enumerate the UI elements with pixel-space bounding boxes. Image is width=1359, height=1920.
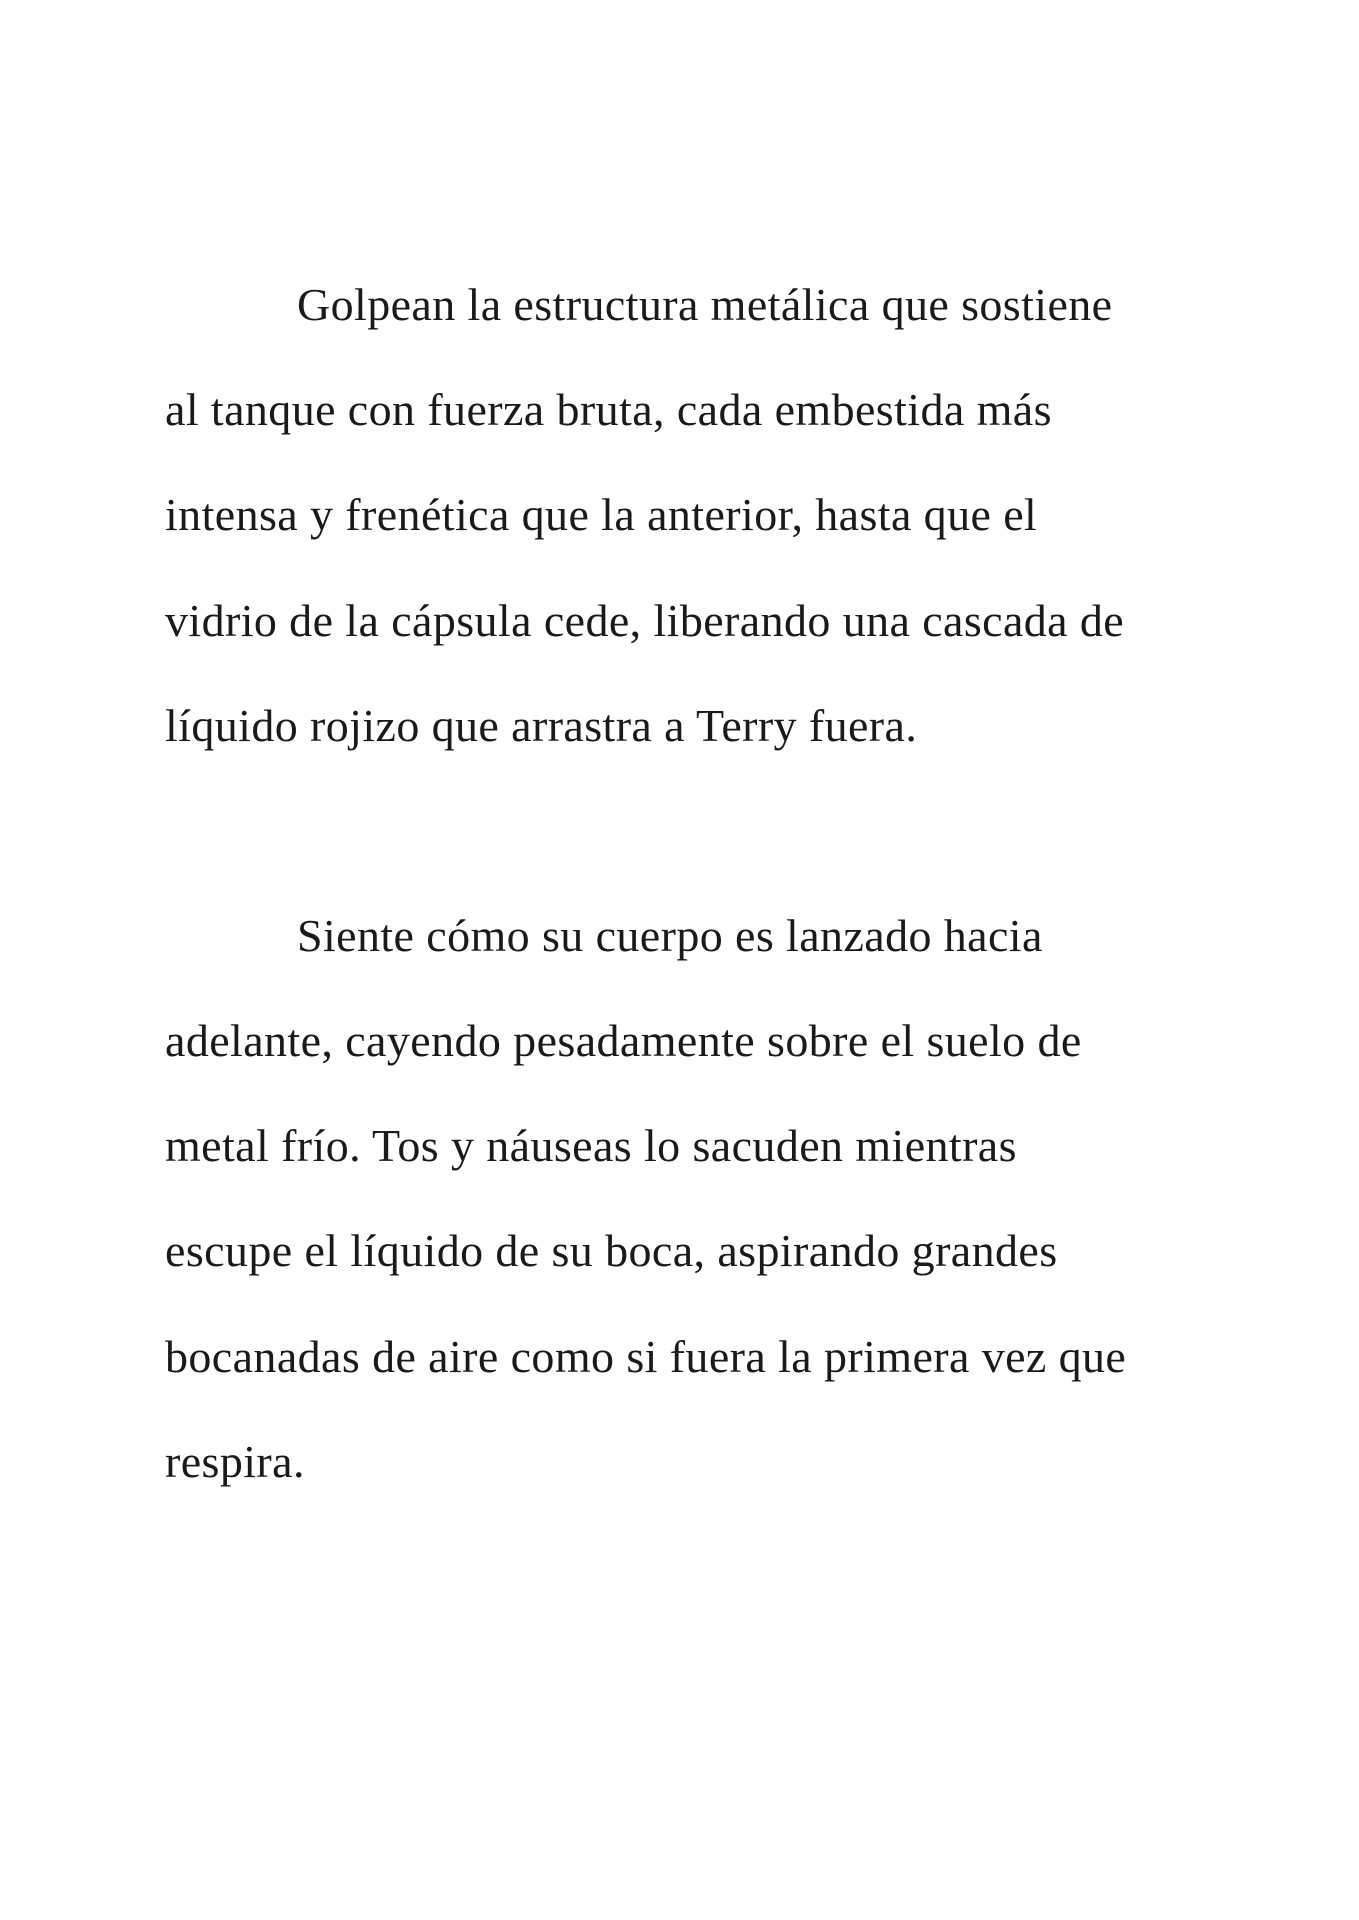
paragraph-2-line-2: adelante, cayendo pesadamente sobre el suelo de — [165, 1015, 1082, 1066]
paragraph-2-line-5: bocanadas de aire como si fuera la primera vez que — [165, 1331, 1127, 1382]
paragraph-1-line-2: al tanque con fuerza bruta, cada embestida más — [165, 384, 1052, 435]
paragraph-2-line-4: escupe el líquido de su boca, aspirando grandes — [165, 1225, 1058, 1276]
paragraph-1-line-1: Golpean la estructura metálica que sostiene — [297, 279, 1113, 330]
paragraph-1-line-3: intensa y frenética que la anterior, hasta que el — [165, 489, 1038, 540]
paragraph-2-line-3: metal frío. Tos y náuseas lo sacuden mientras — [165, 1120, 1017, 1171]
paragraph-1-line-4: vidrio de la cápsula cede, liberando una cascada de — [165, 595, 1125, 646]
paragraph-2-line-1: Siente cómo su cuerpo es lanzado hacia — [297, 910, 1043, 961]
paragraph-2-line-6: respira. — [165, 1436, 305, 1487]
paragraph-1-line-5: líquido rojizo que arrastra a Terry fuera. — [165, 700, 918, 751]
